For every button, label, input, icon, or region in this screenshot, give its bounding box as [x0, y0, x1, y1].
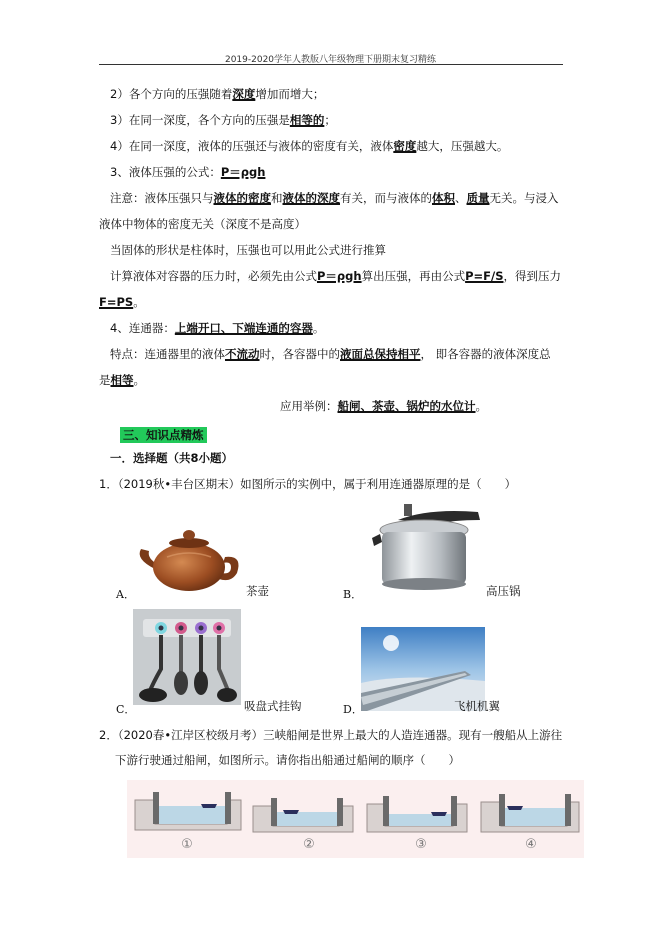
text-line-5: 注意：液体压强只与液体的密度和液体的深度有关，而与液体的体积、质量无关。与浸入: [110, 191, 559, 205]
text-line-1: 2）各个方向的压强随着深度增加而增大；: [110, 87, 325, 101]
page-header: 2019-2020学年人教版八年级物理下册期末复习精练: [224, 55, 437, 65]
figure-label-1: ①: [181, 837, 193, 852]
text-line-2: 3）在同一深度，各个方向的压强是相等的；: [110, 113, 336, 127]
teapot-icon: [133, 517, 245, 597]
option-a-letter: A．: [116, 588, 135, 601]
text-line-6: 液体中物体的密度无关（深度不是高度）: [99, 217, 306, 231]
option-b-letter: B．: [343, 588, 363, 601]
text-line-12: 是相等。: [99, 373, 145, 387]
option-a-text: 茶壶: [246, 584, 269, 598]
question-2-stem-line-2: 下游行驶通过船闸，如图所示。请你指出船通过船闸的顺序（ ）: [115, 753, 460, 767]
suction-hooks-icon: [133, 609, 241, 705]
figure-label-2: ②: [303, 837, 315, 852]
option-c-text: 吸盘式挂钩: [244, 699, 302, 713]
question-1-stem: 1．（2019秋•丰台区期末）如图所示的实例中，属于利用连通器原理的是（ ）: [99, 477, 517, 491]
text-line-13: 应用举例：船闸、茶壶、锅炉的水位计。: [280, 399, 487, 413]
text-line-3: 4）在同一深度，液体的压强还与液体的密度有关，液体密度越大，压强越大。: [110, 139, 509, 153]
text-line-7: 当固体的形状是柱体时，压强也可以用此公式进行推算: [110, 243, 386, 257]
text-line-8: 计算液体对容器的压力时，必须先由公式P＝ρgh算出压强，再由公式P=F/S，得到压力: [110, 269, 561, 283]
question-2-stem-line-1: 2．（2020春•江岸区校级月考）三峡船闸是世界上最大的人造连通器。现有一艘船从上游往: [99, 728, 563, 742]
option-d-letter: D．: [343, 703, 363, 716]
header-rule: [99, 64, 563, 65]
ship-lock-figure: [127, 780, 584, 858]
text-line-11: 特点：连通器里的液体不流动时，各容器中的液面总保持相平， 即各容器的液体深度总: [110, 347, 551, 361]
figure-label-3: ③: [415, 837, 427, 852]
text-line-4: 3、液体压强的公式：P＝ρgh: [110, 165, 266, 179]
option-b-text: 高压锅: [486, 584, 521, 598]
option-d-text: 飞机机翼: [454, 699, 500, 713]
pressure-cooker-icon: [368, 500, 488, 592]
figure-label-4: ④: [525, 837, 537, 852]
section-heading: 三、知识点精炼: [120, 424, 207, 443]
part-heading: 一．选择题（共8小题）: [110, 451, 234, 465]
text-line-9: F=PS。: [99, 295, 145, 309]
option-c-letter: C．: [116, 703, 136, 716]
text-line-10: 4、连通器：上端开口、下端连通的容器。: [110, 321, 325, 335]
